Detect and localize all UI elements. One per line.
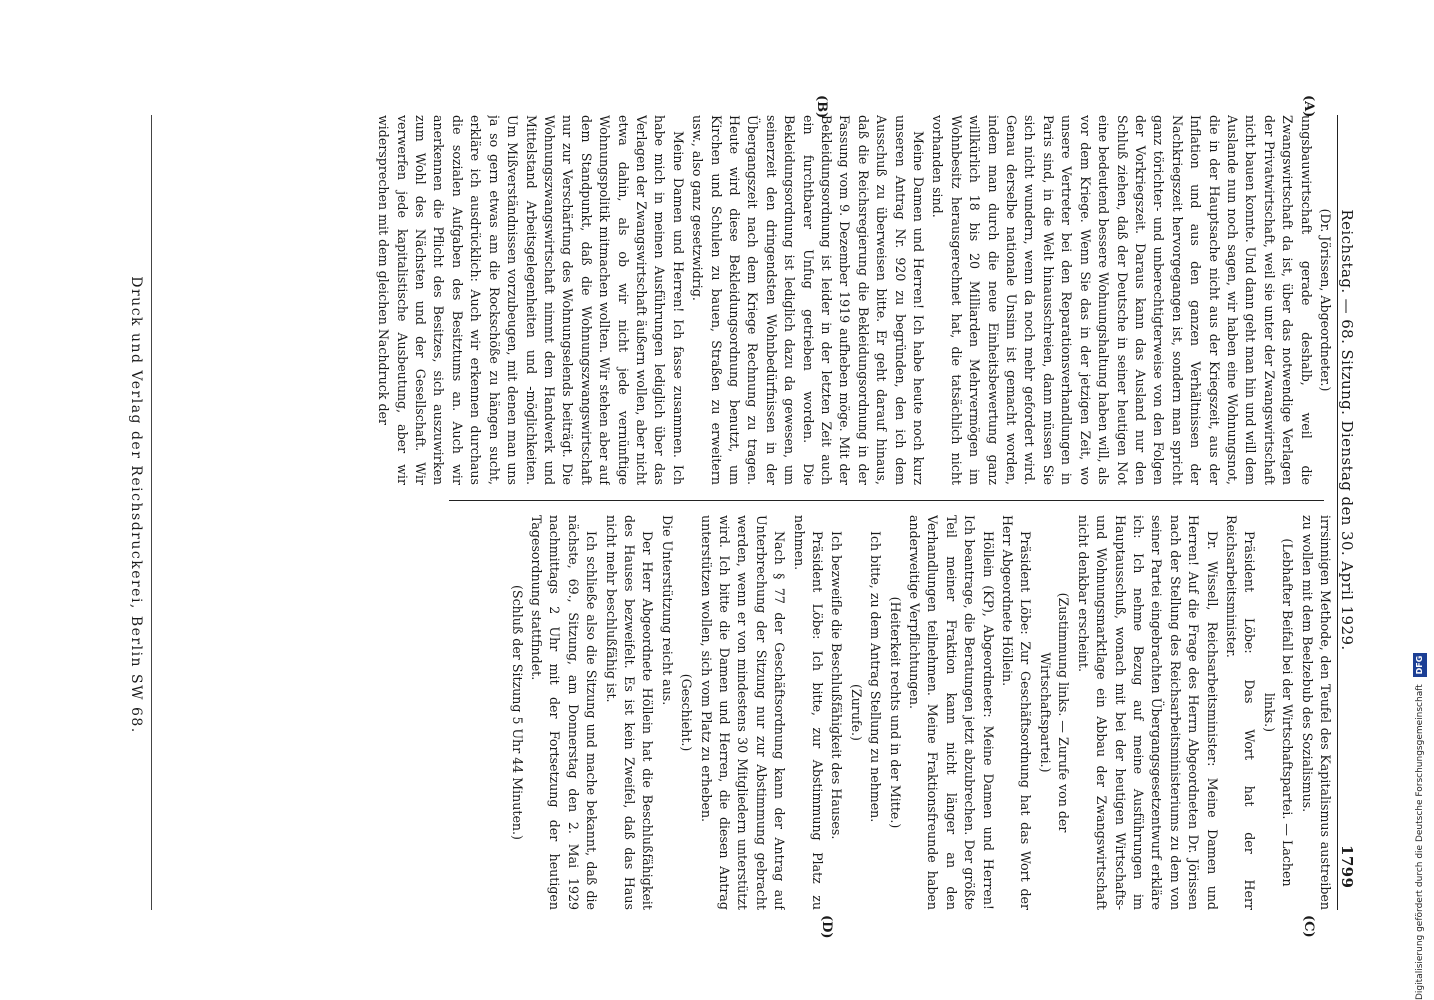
left-column (334, 115, 1334, 485)
margin-marker-c: (C) (1301, 915, 1316, 938)
speaker-paragraph: Präsident Löbe: Zur Geschäftsordnung hat das Wort der Herr Abgeordnete Höllein. (1000, 515, 1034, 910)
interjection: (Zurufe.) (848, 684, 864, 741)
paragraph: irrsinnigen Methode, den Teufel des Kapitalismus austreiben zu wollen mit dem Beelzebub des Sozialismus. (1299, 515, 1333, 910)
column-rule (449, 500, 1324, 501)
footer-rule (151, 115, 152, 910)
speaker-paragraph: Dr. Wissell, Reichsarbeitsminister: Meine Damen und Herren! Auf die Frage des Herrn Abgeordneten Dr. Jörissen nach der Stellung des Reichsarbeitsministeriums zu dem von seiner Partei eingebrachten Übergangsgesetzentwurf erkläre ich: Ich nehme Bezug auf meine Ausführungen im Hauptausschuß, wonach mit bei der heutigen Wirtschafts- und Wohnungsmarktlage ein Abbau der Zwangswirtschaft nicht denkbar erscheint. (1075, 515, 1220, 910)
right-column (454, 515, 1334, 910)
interjection: (Heiterkeit rechts und in der Mitte.) (887, 596, 903, 829)
paragraph: Der Herr Abgeordnete Höllein hat die Beschlußfähigkeit des Hauses bezweifelt. Es ist kein Zweifel, daß das Haus nicht mehr beschlußfähig ist. (603, 515, 656, 910)
paragraph: Ich bitte, zu dem Antrag Stellung zu nehmen. (868, 531, 884, 823)
margin-marker-b: (B) (814, 95, 829, 119)
paragraph: Nach § 77 der Geschäftsordnung kann der Antrag auf Unterbrechung der Sitzung nur zur Abstimmung gebracht werden, wenn er von mindestens 30 Mitgliedern unterstützt wird. Ich bitte die Damen und Herren, die diesen Antrag unterstützen wollen, sich vom Platz zu erheben. (698, 515, 788, 910)
paragraph: Ich schließe also die Sitzung und mache bekannt, daß die nächste, 69., Sitzung, am Donnerstag den 2. Mai 1929 nachmittags 2 Uhr mit der Fortsetzung der heutigen Tagesordnung stattfindet. (528, 515, 600, 910)
paragraph: Meine Damen und Herren! Ich habe heute noch kurz unseren Antrag Nr. 920 zu begründen, den ich dem Ausschuß zu überweisen bitte. Er geht darauf hinaus, daß die Reichsregierung die Bekleidungsordnung in der Fassung vom 9. Dezember 1919 aufheben möge. Mit der Bekleidungsordnung ist leider in der letzten Zeit auch ein furchtbarer Unfug getrieben worden. Die Bekleidungsordnung ist lediglich dazu da gewesen, um seinerzeit den dringendsten Wohnbedürfnissen in der Übergangszeit nach dem Kriege Rechnung zu tragen. Heute wird diese Bekleidungsordnung benutzt, um Kirchen und Schulen zu bauen, Straßen zu erweitern usw., also ganz gesetzwidrig. (690, 115, 927, 485)
speaker-paragraph: Präsident Löbe: Das Wort hat der Herr Reichsarbeitsminister. (1223, 515, 1258, 910)
paragraph: Meine Damen und Herren! Ich fasse zusammen. Ich habe mich in meinen Ausführungen lediglich über das Verlagen der Zwangswirtschaft äußern wollen, aber nicht etwa dahin, als ob wir nicht jede vernünftige Wohnungspolitik mitmachen wollten. Wir stehen aber auf dem Standpunkt, daß die Wohnungszwangswirtschaft nur zur Verschärfung des Wohnungselends beiträgt. Die Wohnungszwangswirtschaft nimmt dem Handwerk und Mittelstand Arbeitsgelegenheiten und -möglichkeiten. Um Mißverständnissen vorzubeugen, mit denen man uns ja so gern etwas am die Rockschöße zu hängen sucht, erkläre ich ausdrücklich: Auch wir erkennen durchaus die sozialen Aufgaben des Besitztums an. Auch wir anerkennen die Pflicht des Besitzes, sich auszuwirken zum Wohl des Nächsten und der Gesellschaft. Wir verwerfen jede kapitalistische Ausbeutung, aber wir widersprechen mit dem gleichen Nachdruck der (376, 115, 686, 485)
paragraph: ungsbauwirtschaft gerade deshalb, weil die Zwangswirtschaft da ist, über das notwendige Verlagen der Privatwirtschaft, weil sie unter der Zwangswirtschaft nicht bauen konnte. Und dann geht man hin und will dem Auslande nun noch sagen, wir haben eine Wohnungsnot, die in der Hauptsache nicht aus der Kriegszeit, aus der Inflation und aus den ganzen Verhältnissen der Nachkriegszeit hervorgegangen ist, sondern man spricht ganz törichter- und unberechtigterweise von den Folgen der Vorkriegszeit. Daraus kann das Ausland nur den Schluß ziehen, daß der Deutsche in seiner heutigen Not eine bedeutend bessere Wohnungshaltung haben will, als vor dem Kriege. Wenn Sie das in der jetzigen Zeit, wo unsere Vertreter bei den Reparationsverhandlungen in Paris sind, in die Welt hinausschreien, dann müssen Sie sich nicht wundern, wenn da noch mehr gefordert wird. Genau derselbe nationale Unsinn ist gemacht worden, indem man durch die neue Einheitsbewertung ganz willkürlich 18 bis 20 Milliarden Mehrvermögen im Wohnbesitz herausgerechnet hat, die tatsächlich nicht vorhanden sind. (930, 115, 1314, 485)
paragraph: Die Unterstützung reicht aus. (659, 515, 675, 706)
dfg-logo-icon: DFG (1413, 653, 1427, 678)
running-header: Reichstag. — 68. Sitzung. Dienstag den 30. April 1929. (1338, 209, 1356, 651)
paragraph: Ich bezweifle die Beschlußfähigkeit des Hauses. (829, 531, 845, 840)
digitization-text: Digitalisierung gefördert durch die Deutsche Forschungsgemeinschaft (1415, 684, 1425, 1000)
speaker-paragraph: Höllein (KP), Abgeordneter: Meine Damen und Herren! Ich beantrage, die Beratungen jetzt abzubrechen. Der größte Teil meiner Fraktion kann nicht länger an den Verhandlungen teilnehmen. Meine Fraktionsfreunde haben anderweitige Verpflichtungen. (907, 515, 996, 910)
speaker-paragraph: Präsident Löbe: Ich bitte, zur Abstimmung Platz zu nehmen. (791, 515, 826, 910)
page-number: 1799 (1338, 845, 1356, 889)
speaker-continuation: (Dr. Jörissen, Abgeordneter.) (1318, 208, 1333, 392)
digitization-credit (1410, 480, 1430, 1000)
printer-imprint: Druck und Verlag der Reichsdruckerei, Berlin SW 68. (128, 276, 144, 734)
session-close-note: (Schluß der Sitzung 5 Uhr 44 Minuten.) (509, 585, 525, 840)
margin-marker-a: (A) (1301, 95, 1316, 118)
interjection: (Geschieht.) (679, 673, 695, 752)
interjection: (Lebhafter Beifall bei der Wirtschaftspartei. — Lachen links.) (1261, 538, 1296, 887)
margin-marker-d: (D) (819, 915, 834, 939)
interjection: (Zustimmung links. — Zurufe von der Wirtschaftspartei.) (1037, 592, 1072, 833)
header-rule (1337, 115, 1338, 910)
